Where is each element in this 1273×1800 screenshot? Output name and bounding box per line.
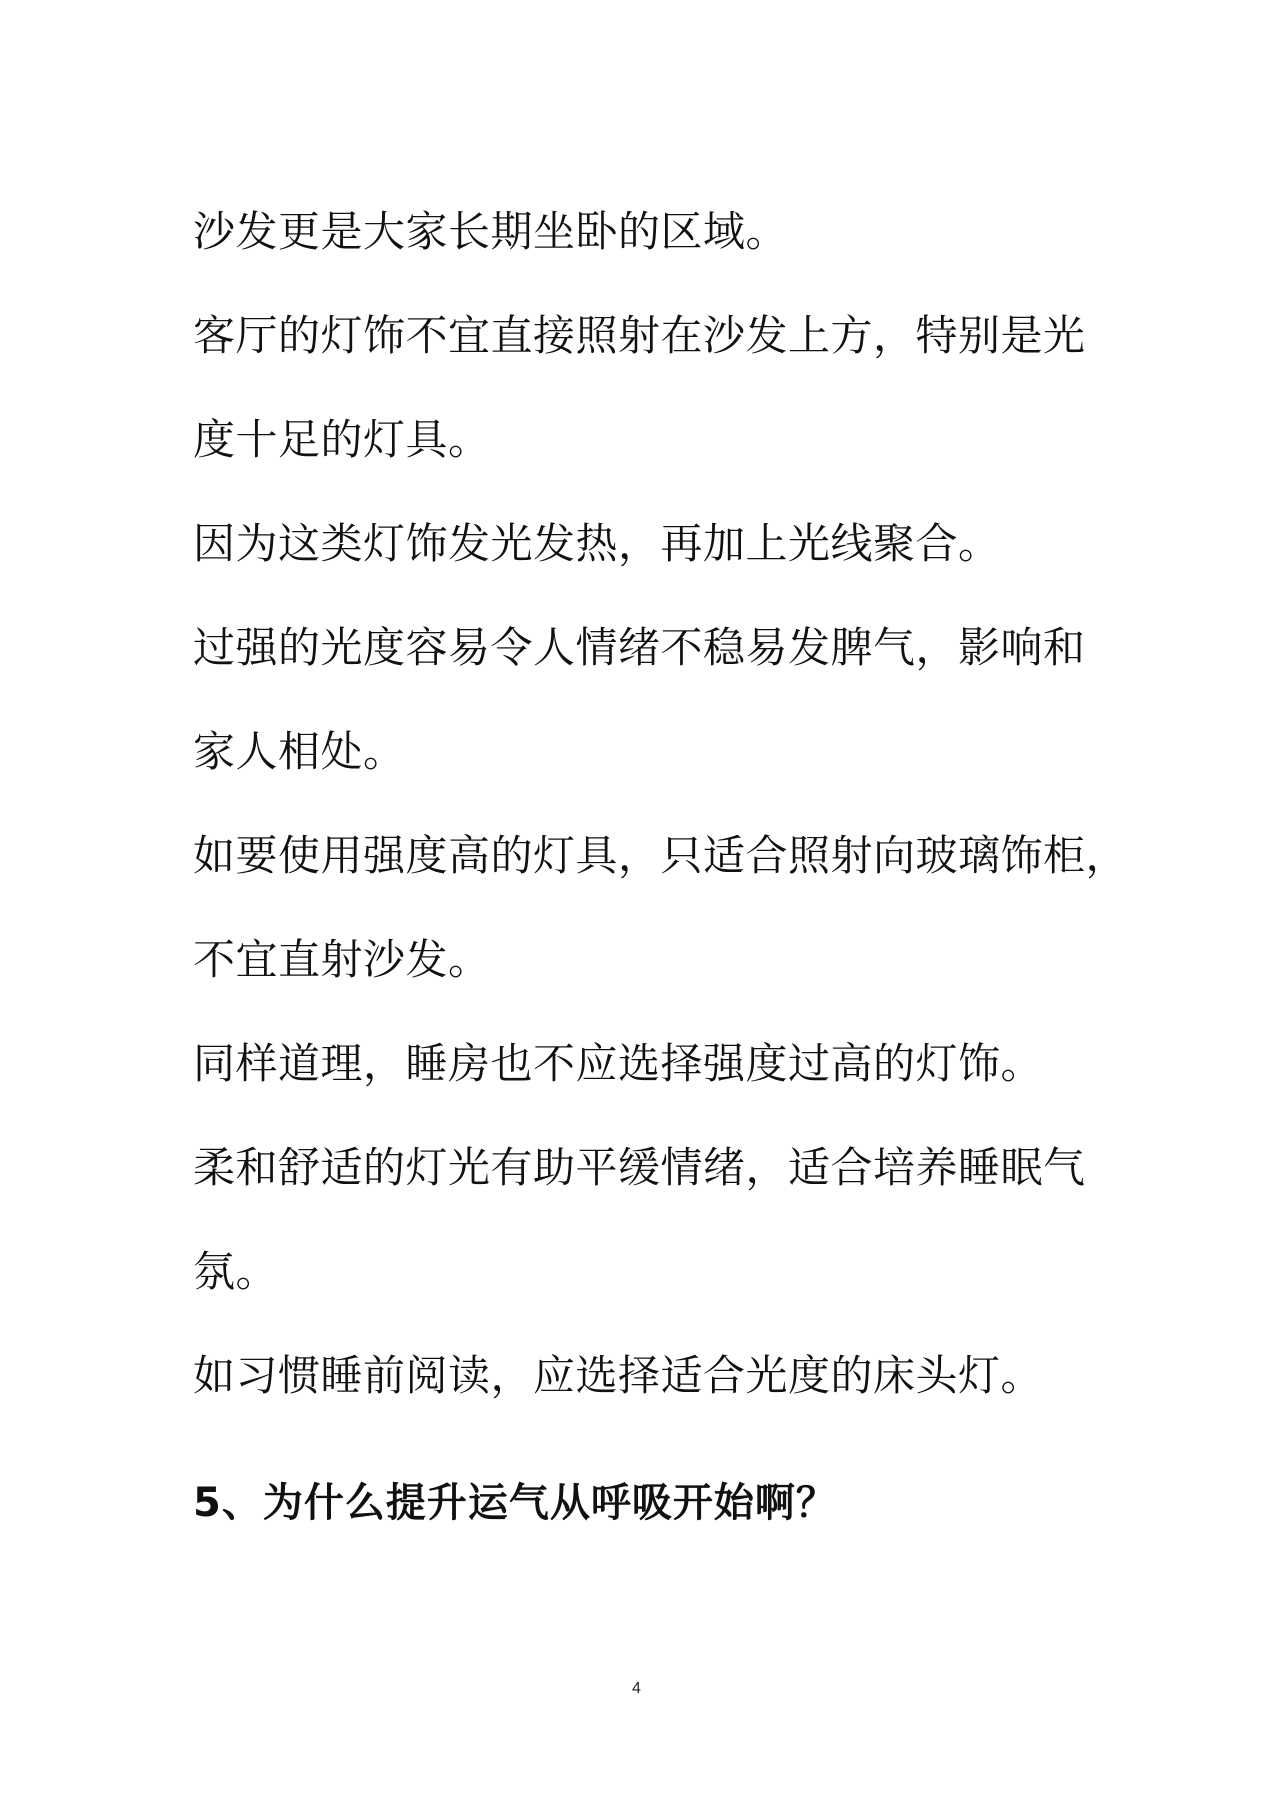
body-text: [193, 180, 1129, 1428]
text-line: 如要使用强度高的灯具，只适合照射向玻璃饰柜，: [193, 831, 1129, 880]
text-line: 度十足的灯具。: [193, 415, 491, 464]
text-line: 如习惯睡前阅读，应选择适合光度的床头灯。: [193, 1351, 1044, 1400]
text-line: 沙发更是大家长期坐卧的区域。: [193, 207, 789, 256]
text-line: 客厅的灯饰不宜直接照射在沙发上方，特别是光: [193, 311, 1086, 360]
text-line: 过强的光度容易令人情绪不稳易发脾气，影响和: [193, 623, 1086, 672]
section-heading: 5、为什么提升运气从呼吸开始啊？: [193, 1480, 837, 1526]
text-line: 不宜直射沙发。: [193, 935, 491, 984]
text-line: 氛。: [193, 1247, 279, 1296]
text-line: 家人相处。: [193, 727, 406, 776]
text-line: 因为这类灯饰发光发热，再加上光线聚合。: [193, 519, 1001, 568]
text-line: 柔和舒适的灯光有助平缓情绪，适合培养睡眠气: [193, 1143, 1086, 1192]
text-line: 同样道理，睡房也不应选择强度过高的灯饰。: [193, 1039, 1044, 1088]
page-number: 4: [632, 1680, 641, 1697]
